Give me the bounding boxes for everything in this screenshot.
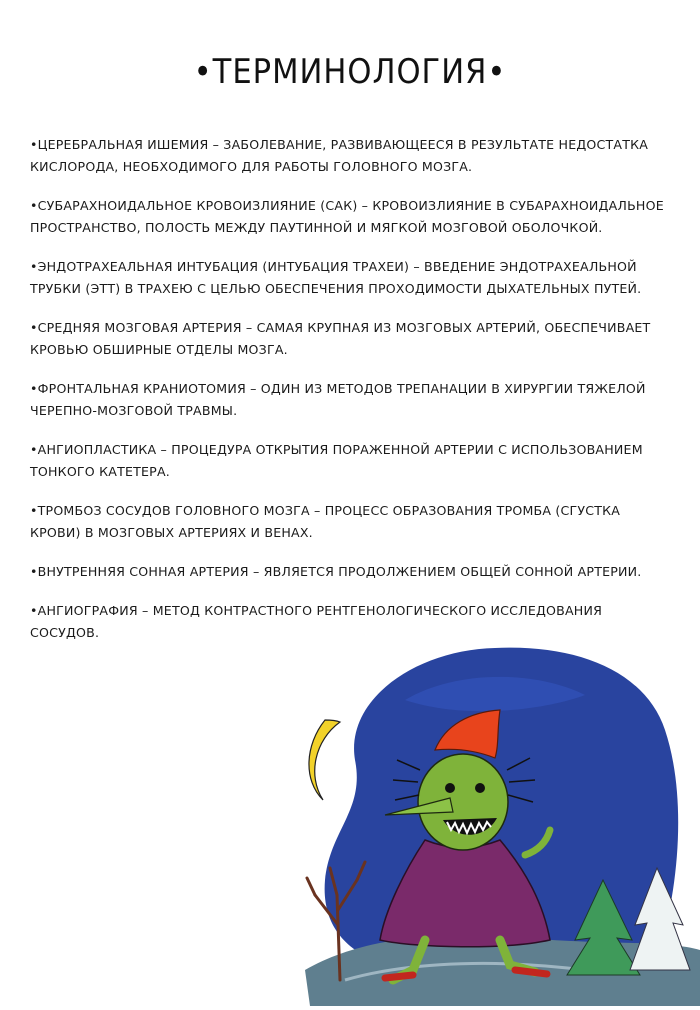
- term-frontal-craniotomy: •ФРОНТАЛЬНАЯ КРАНИОТОМИЯ – ОДИН ИЗ МЕТОДОВ ТРЕПАНАЦИИ В ХИРУРГИИ ТЯЖЕЛОЙ ЧЕРЕПНО-МОЗГОВОЙ ТРАВМЫ.: [30, 381, 646, 418]
- term-angiography: •АНГИОГРАФИЯ – МЕТОД КОНТРАСТНОГО РЕНТГЕНОЛОГИЧЕСКОГО ИССЛЕДОВАНИЯ СОСУДОВ.: [30, 603, 603, 640]
- goblin-head: [418, 754, 508, 850]
- terms-list: [30, 134, 670, 661]
- goblin-night-watercolor-icon: [285, 640, 700, 1006]
- term-cerebral-ischemia: •ЦЕРЕБРАЛЬНАЯ ИШЕМИЯ – ЗАБОЛЕВАНИЕ, РАЗВИВАЮЩЕЕСЯ В РЕЗУЛЬТАТЕ НЕДОСТАТКА КИСЛОРОДА, НЕОБХОДИМОГО ДЛЯ РАБОТЫ ГОЛОВНОГО МОЗГА.: [30, 137, 649, 174]
- term-middle-cerebral-artery: •СРЕДНЯЯ МОЗГОВАЯ АРТЕРИЯ – САМАЯ КРУПНАЯ ИЗ МОЗГОВЫХ АРТЕРИЙ, ОБЕСПЕЧИВАЕТ КРОВЬЮ ОБШИРНЫЕ ОТДЕЛЫ МОЗГА.: [30, 320, 651, 357]
- term-internal-carotid-artery: •ВНУТРЕННЯЯ СОННАЯ АРТЕРИЯ – ЯВЛЯЕТСЯ ПРОДОЛЖЕНИЕМ ОБЩЕЙ СОННОЙ АРТЕРИИ.: [30, 564, 642, 579]
- term-endotracheal-intubation: •ЭНДОТРАХЕАЛЬНАЯ ИНТУБАЦИЯ (ИНТУБАЦИЯ ТРАХЕИ) – ВВЕДЕНИЕ ЭНДОТРАХЕАЛЬНОЙ ТРУБКИ (ЭТТ) В ТРАХЕЮ С ЦЕЛЬЮ ОБЕСПЕЧЕНИЯ ПРОХОДИМОСТИ ДЫХАТЕЛЬНЫХ ПУТЕЙ.: [30, 259, 642, 296]
- term-cerebral-thrombosis: •ТРОМБОЗ СОСУДОВ ГОЛОВНОГО МОЗГА – ПРОЦЕСС ОБРАЗОВАНИЯ ТРОМБА (СГУСТКА КРОВИ) В МОЗГОВЫХ АРТЕРИЯХ И ВЕНАХ.: [30, 503, 621, 540]
- term-subarachnoid-hemorrhage: •СУБАРАХНОИДАЛЬНОЕ КРОВОИЗЛИЯНИЕ (САК) – КРОВОИЗЛИЯНИЕ В СУБАРАХНОИДАЛЬНОЕ ПРОСТРАНСТВО, ПОЛОСТЬ МЕЖДУ ПАУТИННОЙ И МЯГКОЙ МОЗГОВОЙ ОБОЛОЧКОЙ.: [30, 198, 664, 235]
- term-angioplasty: •АНГИОПЛАСТИКА – ПРОЦЕДУРА ОТКРЫТИЯ ПОРАЖЕННОЙ АРТЕРИИ С ИСПОЛЬЗОВАНИЕМ ТОНКОГО КАТЕТЕРА.: [30, 442, 643, 479]
- page-title: •ТЕРМИНОЛОГИЯ•: [193, 52, 507, 92]
- moon-icon: [309, 720, 340, 800]
